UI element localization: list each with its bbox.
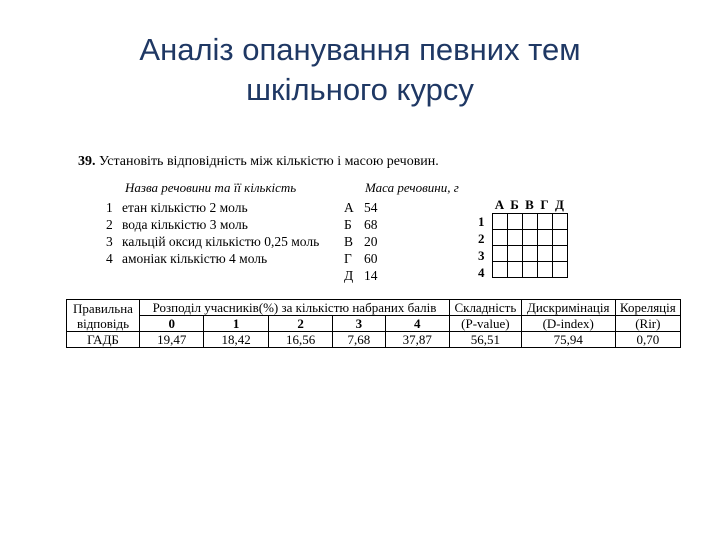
slide-title <box>0 30 720 110</box>
answer-cell[interactable] <box>508 214 523 230</box>
table-header-row <box>67 300 681 316</box>
answer-cell[interactable] <box>553 246 568 262</box>
substance-number: 1 <box>106 200 113 215</box>
substance-text: кальцій оксид кількістю 0,25 моль <box>122 234 320 249</box>
answer-cell[interactable] <box>508 262 523 278</box>
substance-text: етан кількістю 2 моль <box>122 200 248 215</box>
answer-cell[interactable] <box>538 246 553 262</box>
option-letter: А <box>344 200 354 215</box>
option-letter: Г <box>344 251 352 266</box>
answer-cell[interactable] <box>523 214 538 230</box>
answer-cell[interactable] <box>523 246 538 262</box>
correlation-sub: (Rir) <box>615 316 680 332</box>
substance-text: амоніак кількістю 4 моль <box>122 251 268 266</box>
mass-option <box>344 250 378 267</box>
correct-answer-cell: ГАДБ <box>67 332 140 348</box>
table-row <box>67 332 681 348</box>
substance-item <box>106 233 319 250</box>
grid-row-label: 1 <box>478 214 485 229</box>
distribution-cell: 18,42 <box>204 332 268 348</box>
score-col-header: 2 <box>268 316 332 332</box>
substance-text: вода кількістю 3 моль <box>122 217 248 232</box>
score-col-header: 3 <box>333 316 385 332</box>
grid-row <box>493 246 568 262</box>
question-text: Установіть відповідність між кількістю і масою речовин. <box>99 154 439 169</box>
option-value: 54 <box>364 200 378 215</box>
substance-item <box>106 250 267 267</box>
answer-cell[interactable] <box>523 262 538 278</box>
answer-cell[interactable] <box>508 230 523 246</box>
question-prompt <box>78 154 439 170</box>
mass-option <box>344 199 378 216</box>
distribution-cell: 7,68 <box>333 332 385 348</box>
header-distribution: Розподіл учасників(%) за кількістю набраних балів <box>140 300 450 316</box>
grid-col-label: Д <box>555 197 564 212</box>
mass-option <box>344 216 378 233</box>
item-statistics-table <box>66 299 681 348</box>
mass-column-header: Маса речовини, г <box>365 180 459 195</box>
correlation-cell: 0,70 <box>615 332 680 348</box>
option-value: 20 <box>364 234 378 249</box>
substance-number: 4 <box>106 251 113 266</box>
option-letter: Б <box>344 217 352 232</box>
question-number: 39. <box>78 154 96 169</box>
answer-cell[interactable] <box>553 230 568 246</box>
score-col-header: 1 <box>204 316 268 332</box>
score-col-header: 0 <box>140 316 204 332</box>
discrimination-cell: 75,94 <box>521 332 615 348</box>
answer-cell[interactable] <box>538 214 553 230</box>
discrimination-sub: (D-index) <box>521 316 615 332</box>
table-subheader-row <box>67 316 681 332</box>
grid-row <box>493 230 568 246</box>
distribution-cell: 19,47 <box>140 332 204 348</box>
mass-option <box>344 233 378 250</box>
answer-cell[interactable] <box>493 246 508 262</box>
substance-item <box>106 199 248 216</box>
grid-row-label: 3 <box>478 248 485 263</box>
distribution-cell: 16,56 <box>268 332 332 348</box>
answer-cell[interactable] <box>493 262 508 278</box>
answer-cell[interactable] <box>553 262 568 278</box>
answer-grid-header <box>492 197 567 213</box>
answer-cell[interactable] <box>538 262 553 278</box>
grid-col-label: Б <box>510 197 519 212</box>
header-discrimination: Дискримінація <box>521 300 615 316</box>
difficulty-sub: (P-value) <box>450 316 522 332</box>
substance-number: 3 <box>106 234 113 249</box>
answer-grid <box>492 213 568 278</box>
title-line-1: Аналіз опанування певних тем <box>139 32 581 67</box>
option-letter: В <box>344 234 354 249</box>
grid-row <box>493 214 568 230</box>
grid-col-label: А <box>494 197 505 212</box>
substance-item <box>106 216 248 233</box>
grid-row-label: 4 <box>478 265 485 280</box>
grid-col-label: Г <box>540 197 549 212</box>
header-difficulty: Складність <box>450 300 522 316</box>
option-letter: Д <box>344 268 354 283</box>
distribution-cell: 37,87 <box>385 332 449 348</box>
answer-cell[interactable] <box>553 214 568 230</box>
option-value: 68 <box>364 217 378 232</box>
option-value: 14 <box>364 268 378 283</box>
header-correct-answer: Правильна відповідь <box>67 300 140 332</box>
difficulty-cell: 56,51 <box>450 332 522 348</box>
substance-column-header: Назва речовини та її кількість <box>125 180 297 195</box>
answer-cell[interactable] <box>493 230 508 246</box>
title-line-2: шкільного курсу <box>246 72 474 107</box>
grid-col-label: В <box>525 197 534 212</box>
answer-cell[interactable] <box>508 246 523 262</box>
option-value: 60 <box>364 251 378 266</box>
grid-row-label: 2 <box>478 231 485 246</box>
mass-option <box>344 267 378 284</box>
answer-cell[interactable] <box>523 230 538 246</box>
grid-row <box>493 262 568 278</box>
score-col-header: 4 <box>385 316 449 332</box>
substance-number: 2 <box>106 217 113 232</box>
answer-cell[interactable] <box>493 214 508 230</box>
answer-cell[interactable] <box>538 230 553 246</box>
header-correlation: Кореляція <box>615 300 680 316</box>
